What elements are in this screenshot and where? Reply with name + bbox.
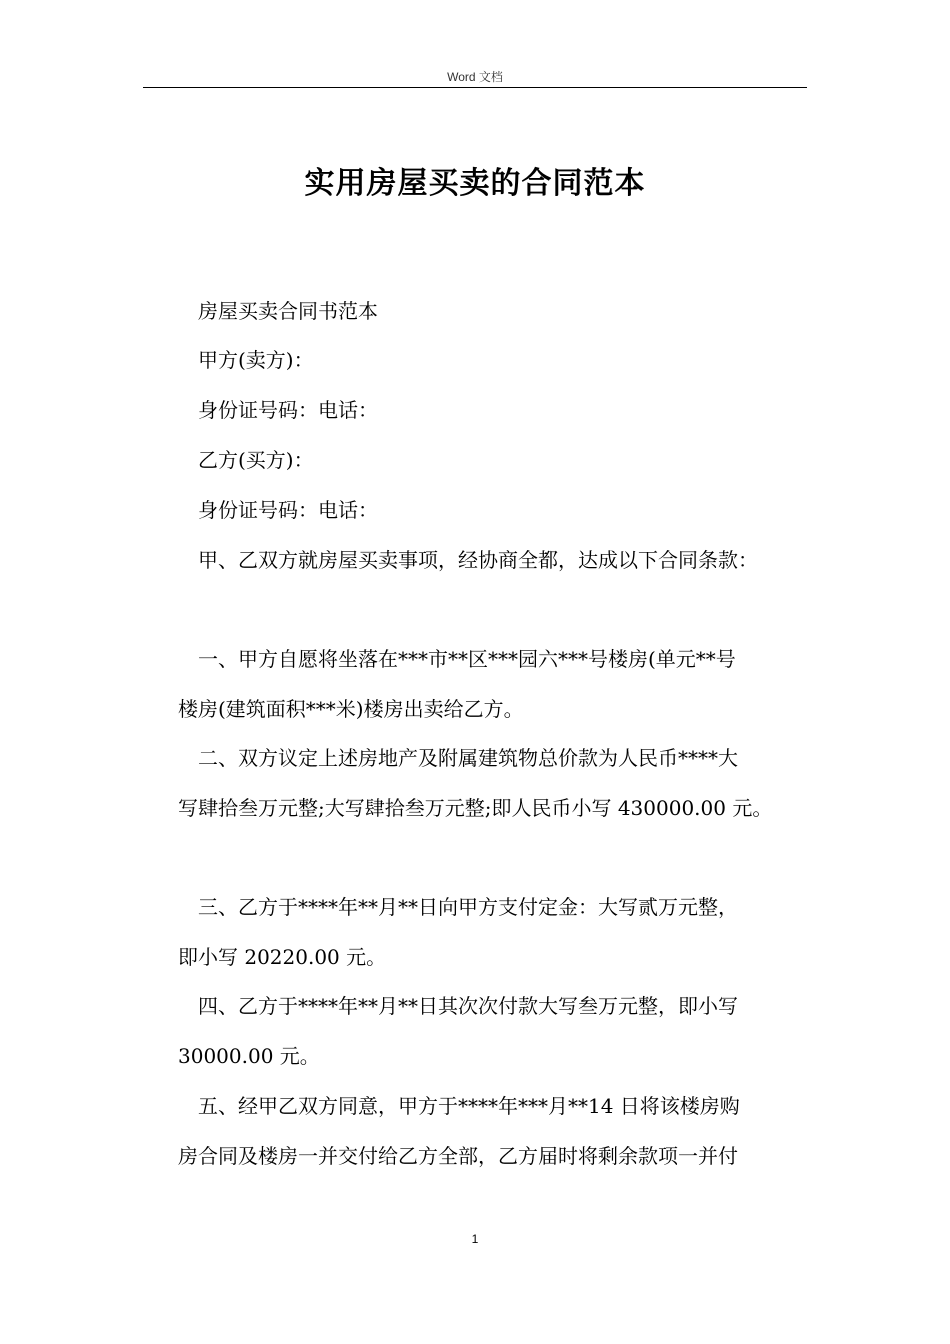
paragraph-line: 身份证号码：电话：: [198, 498, 378, 522]
paragraph-line: 房屋买卖合同书范本: [198, 299, 378, 323]
paragraph-line: 即小写 20220.00 元。: [178, 945, 387, 969]
paragraph-line: 房合同及楼房一并交付给乙方全部，乙方届时将剩余款项一并付: [178, 1144, 738, 1168]
paragraph-line: 一、甲方自愿将坐落在***市**区***园六***号楼房(单元**号: [198, 647, 736, 671]
header-label: Word 文档: [447, 70, 503, 84]
paragraph-line: 30000.00 元。: [178, 1044, 320, 1068]
paragraph-line: 甲、乙双方就房屋买卖事项，经协商全都，达成以下合同条款：: [198, 548, 758, 572]
paragraph-line: 甲方(卖方)：: [198, 348, 314, 372]
paragraph-line: 写肆拾叁万元整;大写肆拾叁万元整;即人民币小写 430000.00 元。: [178, 796, 773, 820]
paragraph-line: 五、经甲乙双方同意，甲方于****年***月**14 日将该楼房购: [198, 1094, 740, 1118]
document-title: 实用房屋买卖的合同范本: [304, 166, 646, 201]
header-divider: [143, 87, 807, 88]
paragraph-line: 乙方(买方)：: [198, 448, 314, 472]
paragraph-line: 楼房(建筑面积***米)楼房出卖给乙方。: [178, 697, 524, 721]
paragraph-line: 身份证号码：电话：: [198, 398, 378, 422]
paragraph-line: 三、乙方于****年**月**日向甲方支付定金：大写贰万元整，: [198, 895, 738, 919]
page-number: 1: [471, 1232, 479, 1246]
paragraph-line: 四、乙方于****年**月**日其次次付款大写叁万元整，即小写: [198, 994, 738, 1018]
paragraph-line: 二、双方议定上述房地产及附属建筑物总价款为人民币****大: [198, 746, 738, 770]
